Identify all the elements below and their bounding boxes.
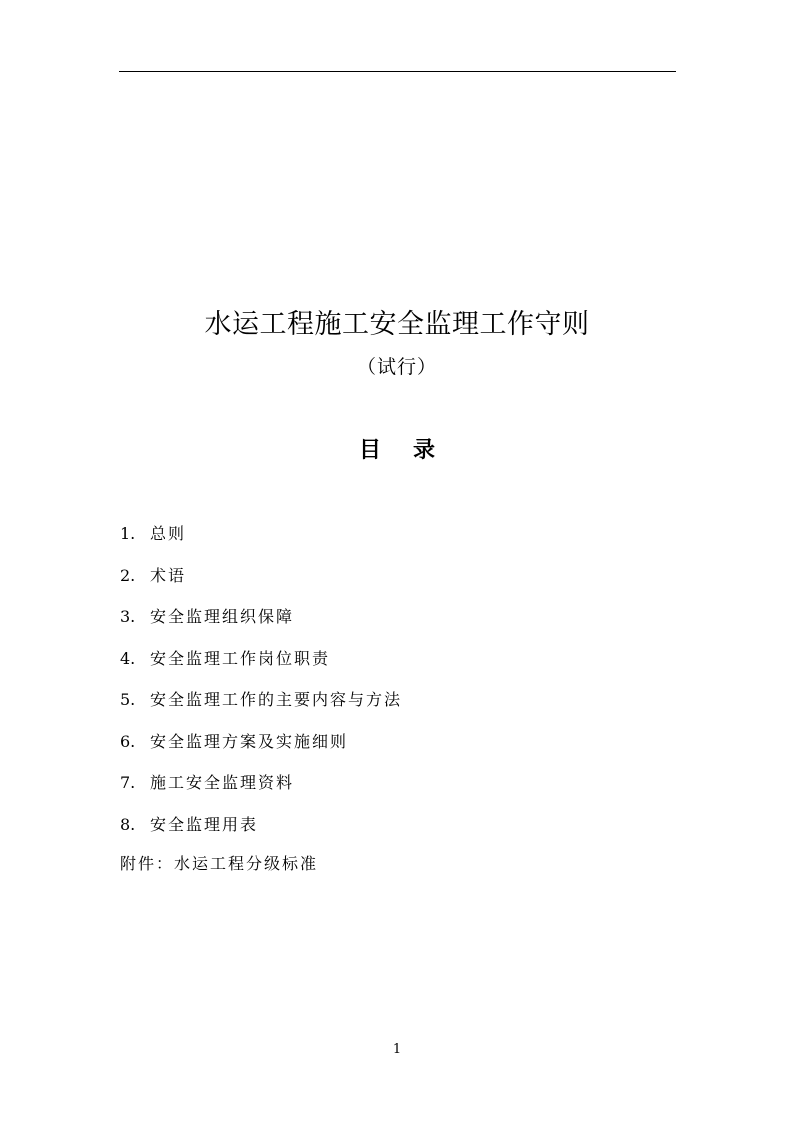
toc-item	[120, 686, 680, 728]
toc-item-number: 3.	[120, 607, 136, 626]
toc-item-text: 安全监理组织保障	[150, 607, 295, 626]
toc-item-number: 1.	[120, 524, 136, 543]
document-title: 水运工程施工安全监理工作守则	[204, 309, 590, 340]
appendix-text: 水运工程分级标准	[174, 854, 319, 873]
toc-item-text: 安全监理方案及实施细则	[150, 731, 349, 751]
toc-item-number: 8.	[120, 814, 136, 834]
toc-item	[120, 520, 680, 562]
toc-heading: 目录	[358, 438, 467, 463]
toc-item-text: 施工安全监理资料	[150, 773, 295, 792]
appendix-label: 附件：	[120, 854, 175, 873]
toc-item	[120, 769, 680, 811]
toc-item-text: 术语	[150, 565, 187, 585]
toc-item-number: 5.	[120, 690, 136, 709]
toc-item-text: 总则	[150, 524, 187, 543]
toc-item-text: 安全监理工作的主要内容与方法	[150, 690, 403, 709]
document-subtitle: （试行）	[356, 356, 437, 378]
toc-item	[120, 728, 680, 770]
page-number: 1	[392, 1042, 402, 1057]
toc-item-text: 安全监理用表	[150, 814, 259, 834]
toc-item-number: 2.	[120, 565, 136, 585]
toc-item-number: 4.	[120, 648, 136, 668]
toc-item-number: 6.	[120, 731, 136, 751]
toc-item-text: 安全监理工作岗位职责	[150, 648, 331, 668]
toc-item	[120, 645, 680, 687]
toc-item-number: 7.	[120, 773, 136, 792]
toc-item	[120, 603, 680, 645]
header-rule	[119, 71, 676, 72]
toc-item	[120, 811, 680, 853]
toc-item	[120, 562, 680, 604]
toc-list	[120, 520, 680, 852]
toc-appendix	[120, 850, 318, 878]
